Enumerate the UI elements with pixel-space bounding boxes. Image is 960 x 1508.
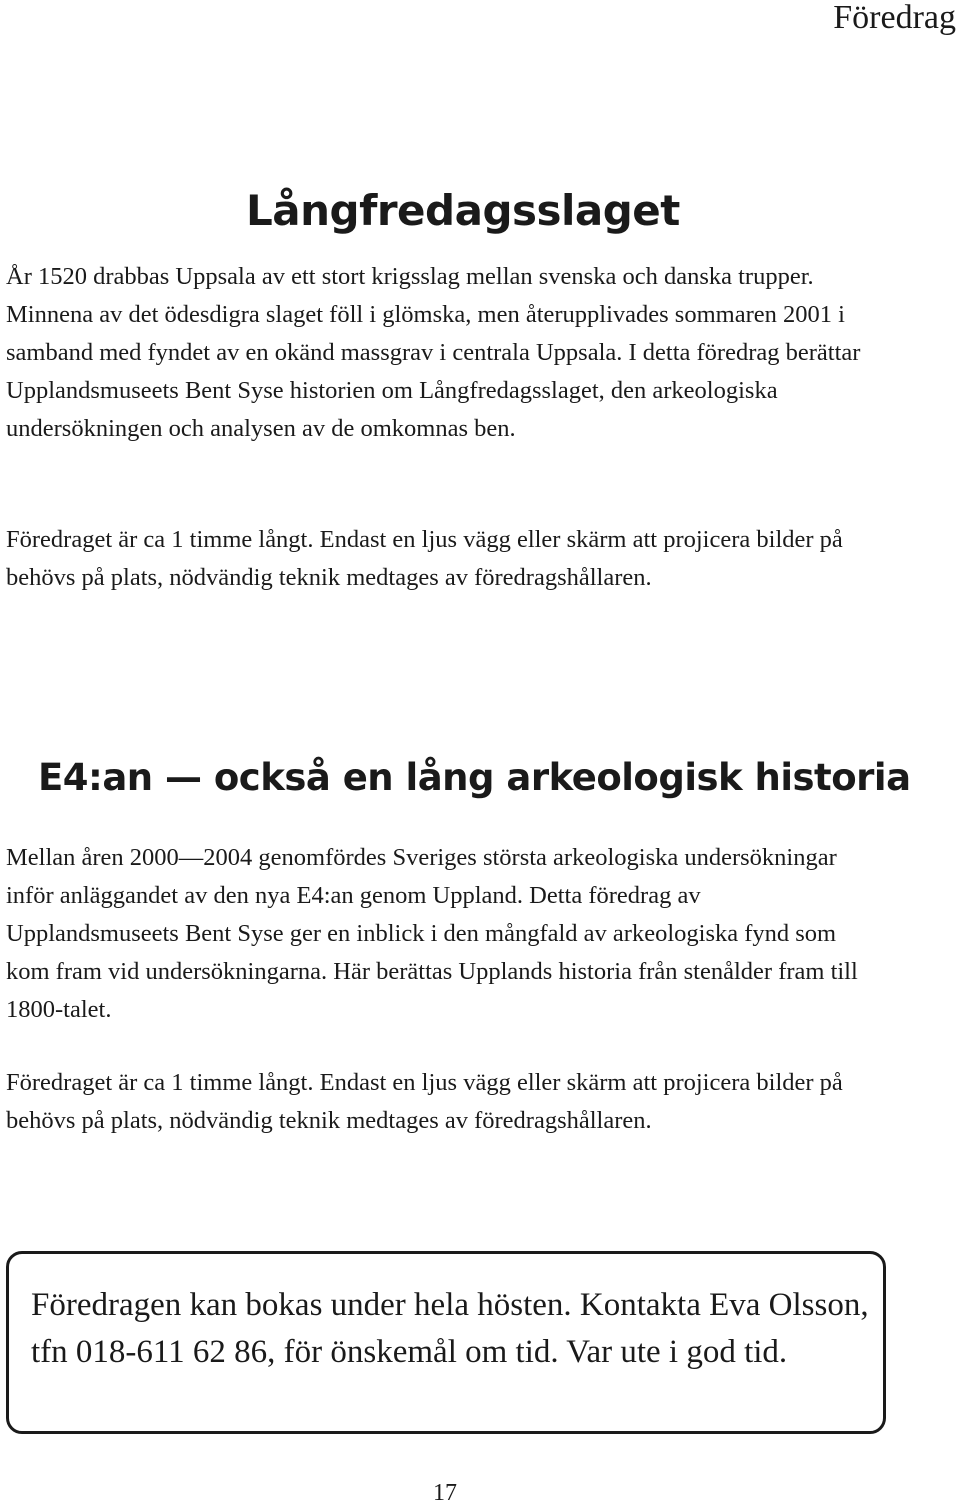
section-paragraph: Föredraget är ca 1 timme långt. Endast en ljus vägg eller skärm att projicera bilder på behövs på plats, nödvändig teknik medtages av föredragshållaren. <box>6 526 843 591</box>
section-title-e4an: E4:an — också en lång arkeologisk historia <box>38 756 911 799</box>
page-number: 17 <box>433 1480 457 1506</box>
section-paragraph: Föredraget är ca 1 timme långt. Endast en ljus vägg eller skärm att projicera bilder på behövs på plats, nödvändig teknik medtages av föredragshållaren. <box>6 1069 843 1134</box>
booking-callout-text: Föredragen kan bokas under hela hösten. Kontakta Eva Olsson, tfn 018-611 62 86, för önskemål om tid. Var ute i god tid. <box>31 1287 869 1370</box>
section-title-langfredagsslaget: Långfredagsslaget <box>246 186 680 235</box>
section-paragraph: År 1520 drabbas Uppsala av ett stort krigsslag mellan svenska och danska trupper. Minnena av det ödesdigra slaget föll i glömska, men återupplivades sommaren 2001 i samband med fyndet av en okänd massgrav i centrala Uppsala. I detta föredrag berättar Upplandsmuseets Bent Syse historien om Långfredagsslaget, den arkeologiska undersökningen och analysen av de omkomnas ben. <box>6 263 861 442</box>
booking-callout-box <box>6 1251 886 1434</box>
section-paragraph: Mellan åren 2000—2004 genomfördes Sveriges största arkeologiska undersökningar inför anläggandet av den nya E4:an genom Uppland. Detta föredrag av Upplandsmuseets Bent Syse ger en inblick i den mångfald av arkeologiska fynd som kom fram vid undersökningarna. Här berättas Upplands historia från stenålder fram till 1800-talet. <box>6 844 858 1023</box>
page-header-label: Föredrag <box>833 0 956 36</box>
